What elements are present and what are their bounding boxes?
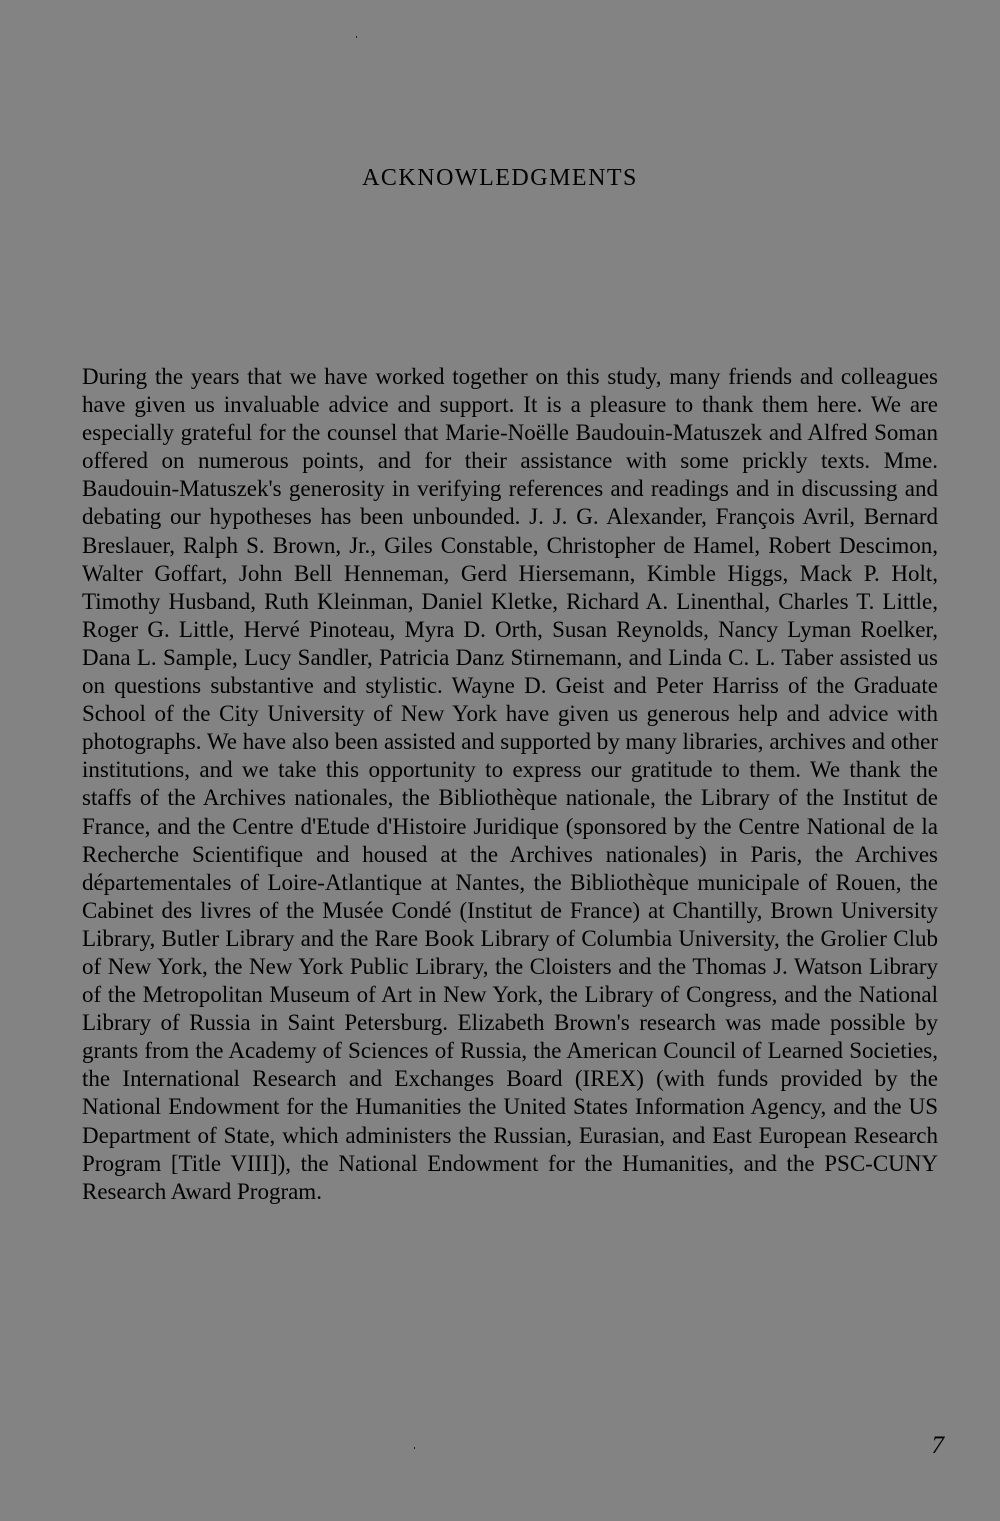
scan-speck — [414, 1447, 415, 1449]
page-title: ACKNOWLEDGMENTS — [362, 165, 638, 191]
acknowledgments-paragraph: During the years that we have worked together on this study, many friends and colleagues have given us invaluable advice and support. It is a pleasure to thank them here. We are especially grateful for the counsel that Marie-Noëlle Baudouin-Matuszek and Alfred Soman offered on numerous points, and for their assistance with some prickly texts. Mme. Baudouin-Matuszek's generosity in verifying references and readings and in discussing and debating our hypotheses has been unbounded. J. J. G. Alexander, François Avril, Bernard Breslauer, Ralph S. Brown, Jr., Giles Constable, Christopher de Hamel, Robert Descimon, Walter Goffart, John Bell Henneman, Gerd Hiersemann, Kimble Higgs, Mack P. Holt, Timothy Husband, Ruth Kleinman, Daniel Kletke, Richard A. Linenthal, Charles T. Little, Roger G. Little, Hervé Pinoteau, Myra D. Orth, Susan Reynolds, Nancy Lyman Roelker, Dana L. Sample, Lucy Sandler, Patricia Danz Stirnemann, and Linda C. L. Taber assisted us on questions substantive and stylistic. Wayne D. Geist and Peter Harriss of the Graduate School of the City University of New York have given us generous help and advice with photographs. We have also been assisted and supported by many libraries, archives and other institutions, and we take this opportunity to express our gratitude to them. We thank the staffs of the Archives nationales, the Bibliothèque nationale, the Library of the Institut de France, and the Centre d'Etude d'Histoire Juridique (sponsored by the Centre National de la Recherche Scientifique and housed at the Archives nationales) in Paris, the Archives départementales of Loire-Atlantique at Nantes, the Bibliothèque municipale of Rouen, the Cabinet des livres of the Musée Condé (Institut de France) at Chantilly, Brown University Library, Butler Library and the Rare Book Library of Columbia University, the Grolier Club of New York, the New York Public Library, the Cloisters and the Thomas J. Watson Library of the Metropolitan Museum of Art in New York, the Library of Congress, and the National Library of Russia in Saint Petersburg. Elizabeth Brown's research was made possible by grants from the Academy of Sciences of Russia, the American Council of Learned Societies, the International Research and Exchanges Board (IREX) (with funds provided by the National Endowment for the Humanities the United States Information Agency, and the US Department of State, which administers the Russian, Eurasian, and East European Research Program [Title VIII]), the National Endowment for the Humanities, and the PSC-CUNY Research Award Program. — [82, 364, 938, 1204]
page-number: 7 — [931, 1432, 944, 1459]
scan-speck — [356, 36, 357, 38]
